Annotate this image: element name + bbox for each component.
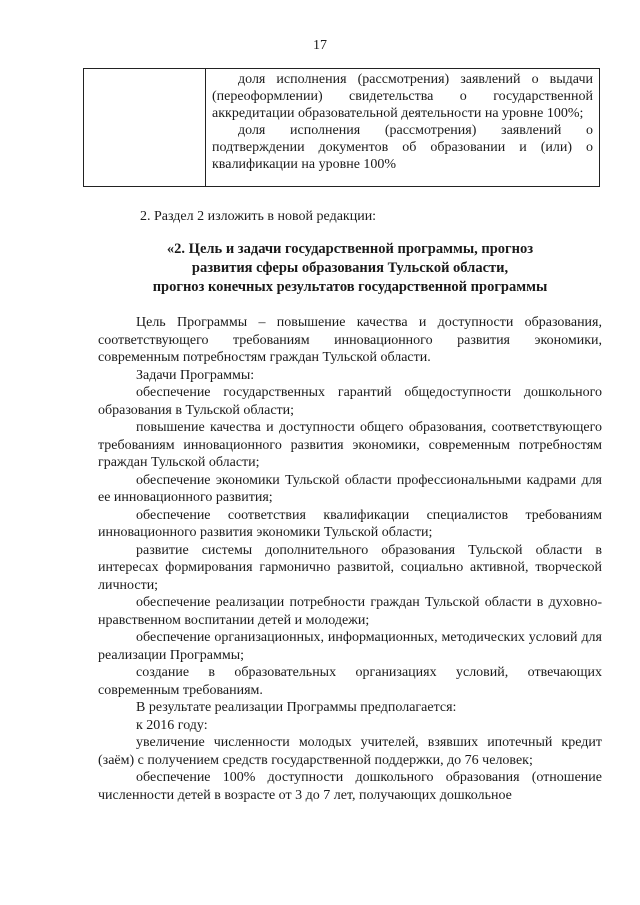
paragraph-task-5: развитие системы дополнительного образования Тульской области в интересах формирования гармонично развитой, социально активной, творческой личности;	[98, 542, 602, 593]
heading-line-1: «2. Цель и задачи государственной программы, прогноз	[166, 241, 534, 257]
body-text	[98, 314, 602, 804]
table-left-cell	[84, 69, 206, 186]
paragraph-task-6: обеспечение реализации потребности граждан Тульской области в духовно-нравственном воспитании детей и молодежи;	[98, 595, 602, 628]
paragraph-goal: Цель Программы – повышение качества и доступности образования, соответствующего требованиям инновационного развития экономики, современным потребностям граждан Тульской области.	[98, 315, 602, 365]
paragraph-task-7: обеспечение организационных, информационных, методических условий для реализации Программы;	[98, 630, 602, 663]
paragraph-task-2: повышение качества и доступности общего образования, соответствующего требованиям инновационного развития экономики, современным потребностям граждан Тульской области;	[98, 420, 602, 470]
section-intro-block	[140, 208, 600, 226]
section-intro: 2. Раздел 2 изложить в новой редакции:	[140, 209, 377, 224]
continuation-table	[83, 68, 600, 187]
paragraph-task-3: обеспечение экономики Тульской области профессиональными кадрами для ее инновационного развития;	[98, 472, 602, 505]
paragraph-by-2016: к 2016 году:	[136, 717, 208, 733]
paragraph-tasks-label: Задачи Программы:	[136, 367, 255, 383]
paragraph-task-1: обеспечение государственных гарантий общедоступности дошкольного образования в Тульской области;	[98, 385, 602, 418]
paragraph-task-8: создание в образовательных организациях условий, отвечающих современным требованиям.	[98, 665, 602, 698]
heading-line-3: прогноз конечных результатов государственной программы	[152, 279, 548, 295]
table-line-1: доля исполнения (рассмотрения) заявлений о выдачи (переоформлении) свидетельства о государственной аккредитации образовательной деятельности на уровне 100%;	[212, 72, 593, 121]
section-heading	[98, 240, 602, 297]
paragraph-results-intro: В результате реализации Программы предполагается:	[136, 700, 457, 715]
paragraph-task-4: обеспечение соответствия квалификации специалистов требованиям инновационного развития экономики Тульской области;	[98, 507, 602, 540]
paragraph-result-2: обеспечение 100% доступности дошкольного образования (отношение численности детей в возрасте от 3 до 7 лет, получающих дошкольное	[98, 770, 602, 803]
paragraph-result-1: увеличение численности молодых учителей, взявших ипотечный кредит (заём) с получением средств государственной поддержки, до 76 человек;	[98, 735, 602, 768]
heading-line-2: развития сферы образования Тульской области,	[191, 260, 509, 276]
page-number: 17	[313, 38, 327, 53]
table-right-cell	[206, 69, 599, 186]
table-line-2: доля исполнения (рассмотрения) заявлений о подтверждении документов об образовании и (или) о квалификации на уровне 100%	[212, 123, 593, 172]
